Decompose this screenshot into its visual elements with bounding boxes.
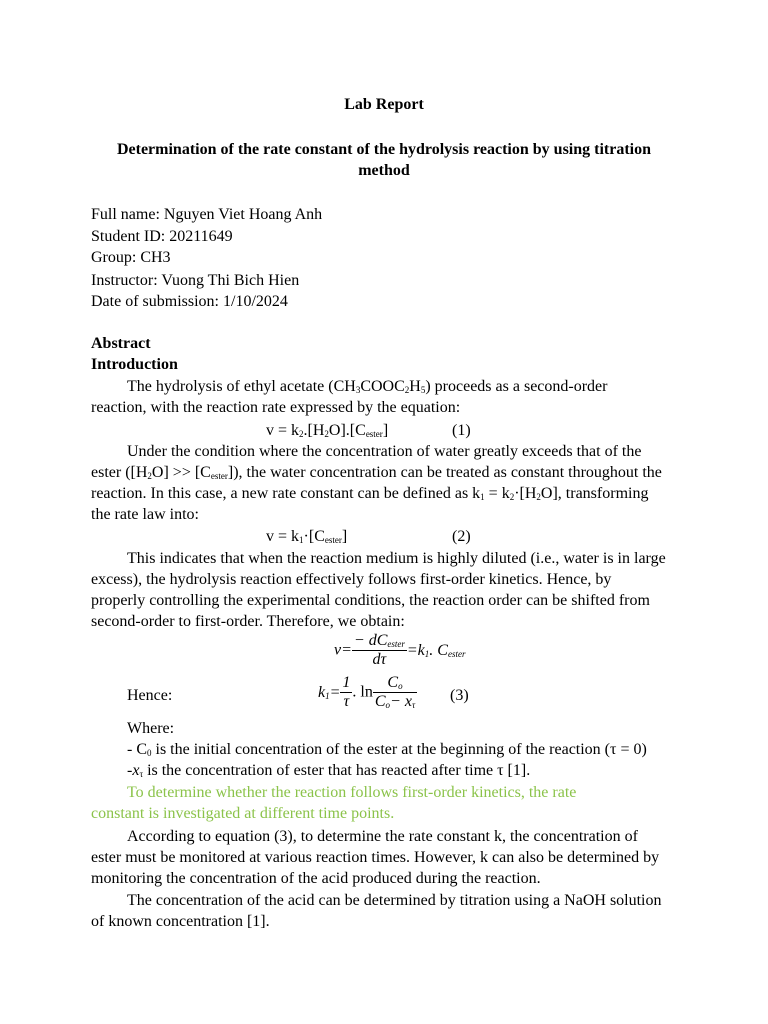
para1-line1: The hydrolysis of ethyl acetate $(CH_3COOC_2H_5)$ proceeds as a second-order [127,378,608,395]
group: Group: CH3 [91,249,171,266]
para5-line1: The concentration of the acid can be determined by titration using a NaOH solution [127,892,662,909]
equation-2: $v = k_1\cdot[C_{ester}]$ [266,528,348,545]
equation-3: $k_1=$ $\frac{1}{\tau}$ . ln $\frac{C_o}{C_o- x_\tau}$ [318,674,416,710]
equation-1: $v = k_2.[H_2O].[C_{ester}]$ [266,422,389,439]
student-id: Student ID: 20211649 [91,228,233,245]
equation-3-number: (3) [450,687,469,704]
instructor: Instructor: Vuong Thi Bich Hien [91,272,300,289]
abstract-heading: Abstract [91,335,151,352]
eq3-fraction-2: $\frac{C_o}{C_o- x_\tau}$ [374,674,416,710]
introduction-heading: Introduction [91,356,178,373]
para3-line1: This indicates that when the reaction medium is highly diluted (i.e., water is in large [127,550,666,567]
where-label: Where: [127,720,175,737]
para2-line3: reaction. In this case, a new rate constant can be defined as $k_1 = k_2\cdot[H_2O]$, transforming [91,485,649,502]
eq3-fraction-1: $\frac{1}{\tau}$ [342,674,351,710]
para2-line2: ester $([H_2O] >> [C_{ester}])$, the water concentration can be treated as constant throughout the [91,464,662,481]
rate-equation: v= $\frac{- dC_{ester}}{d\tau}$ $=k_1$. $C_{ester}$ [334,632,466,668]
report-subtitle-line1: Determination of the rate constant of the hydrolysis reaction by using titration [116,141,652,158]
para3-line2: excess), the hydrolysis reaction effectively follows first-order kinetics. Hence, by [91,571,612,588]
para4-line1: According to equation (3), to determine the rate constant k, the concentration of [127,828,638,845]
report-subtitle-line2: method [358,162,410,179]
report-title: Lab Report [344,96,424,113]
para5-line2: of known concentration [1]. [91,913,270,930]
green-note-line1: To determine whether the reaction follows first-order kinetics, the rate [127,784,577,801]
para3-line4: second-order to first-order. Therefore, we obtain: [91,613,405,630]
full-name: Full name: Nguyen Viet Hoang Anh [91,206,323,223]
hence-label: Hence: [127,687,173,704]
where-item-1: - $C_0$ is the initial concentration of the ester at the beginning of the reaction (τ = 0) [127,741,647,758]
rate-fraction: $\frac{- dC_{ester}}{d\tau}$ [353,632,405,668]
equation-2-number: (2) [452,528,471,545]
para3-line3: properly controlling the experimental conditions, the reaction order can be shifted from [91,592,650,609]
para4-line3: monitoring the concentration of the acid produced during the reaction. [91,870,541,887]
where-item-2: $-x_\tau$ is the concentration of ester that has reacted after time τ [1]. [127,762,531,779]
equation-1-number: (1) [452,422,471,439]
para1-line2: reaction, with the reaction rate expressed by the equation: [91,399,461,416]
para4-line2: ester must be monitored at various reaction times. However, k can also be determined by [91,849,660,866]
para2-line1: Under the condition where the concentration of water greatly exceeds that of the [127,443,642,460]
para2-line4: the rate law into: [91,506,199,523]
green-note-line2: constant is investigated at different time points. [91,805,395,822]
submission-date: Date of submission: 1/10/2024 [91,293,288,310]
